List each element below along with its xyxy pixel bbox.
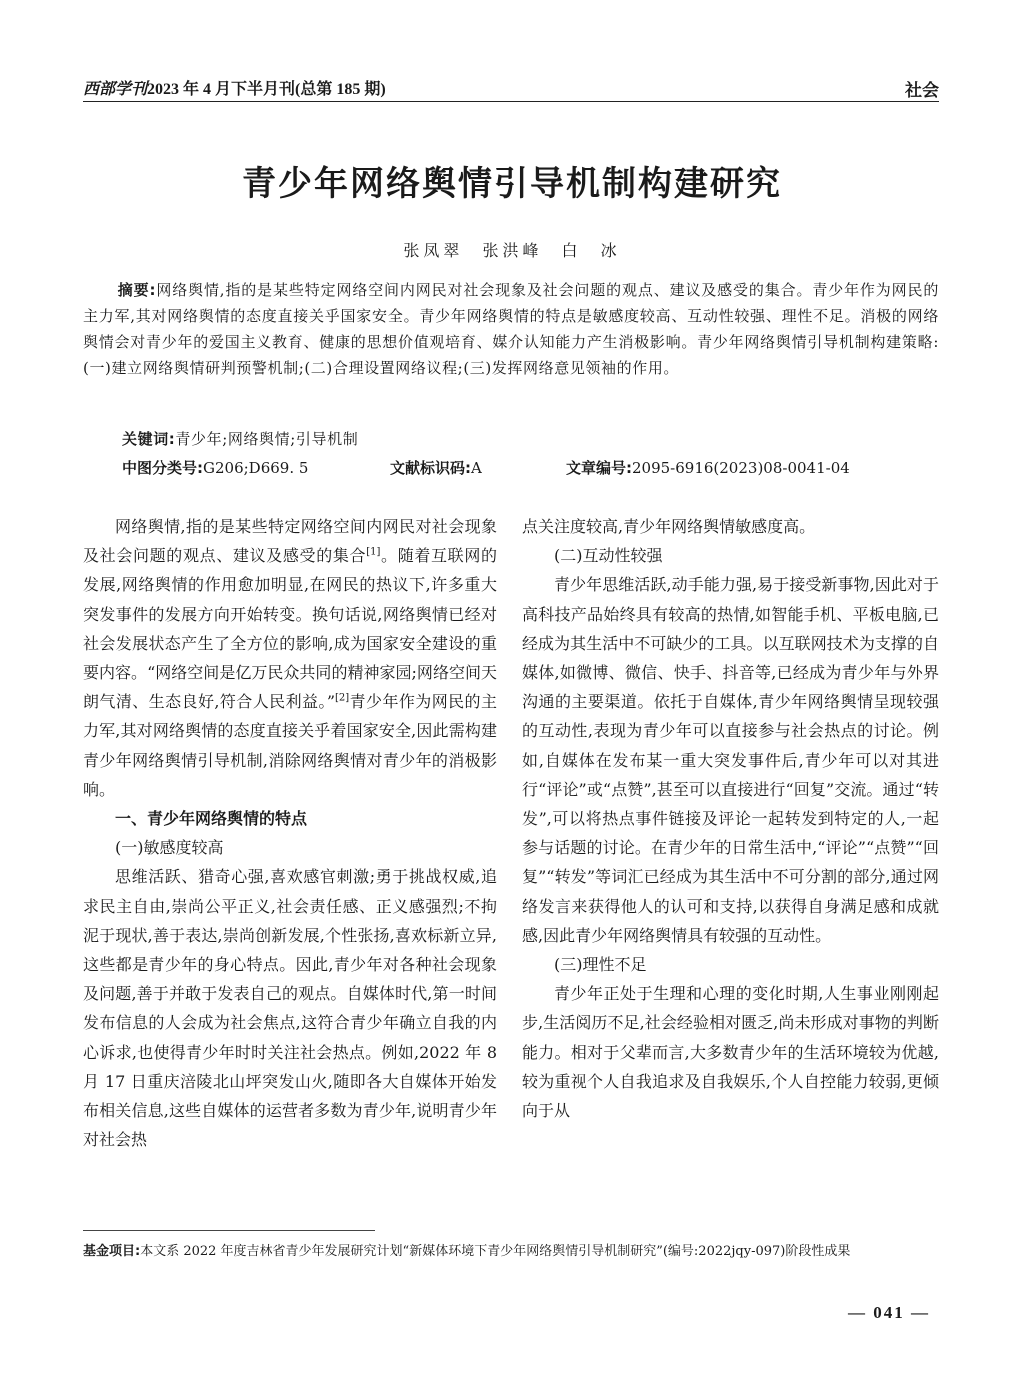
paragraph-intro bbox=[83, 512, 497, 804]
citation-ref-1: [1] bbox=[366, 546, 381, 558]
footnote-rule bbox=[83, 1230, 375, 1231]
clc-number bbox=[122, 455, 308, 481]
abstract bbox=[83, 277, 939, 381]
intro-text-b: 。随着互联网的发展,网络舆情的作用愈加明显,在网民的热议下,许多重大突发事件的发展方向开始转变。换句话说,网络舆情已经对社会发展状态产生了全方位的影响,成为国家安全建设的重要内容。“网络空间是亿万民众共同的精神家园;网络空间天朗气清、生态良好,符合人民利益。” bbox=[83, 546, 497, 712]
intro-text-c: 青少年作为网民的主力军,其对网络舆情的态度直接关乎着国家安全,因此需构建青少年网络舆情引导机制,消除网络舆情对青少年的消极影响。 bbox=[83, 692, 497, 799]
journal-issue bbox=[83, 76, 386, 99]
citation-ref-2: [2] bbox=[335, 692, 350, 704]
page-number: — 041 — bbox=[848, 1303, 930, 1322]
paragraph-continued: 点关注度较高,青少年网络舆情敏感度高。 bbox=[522, 517, 816, 536]
doc-value: A bbox=[471, 459, 482, 477]
body-column-right bbox=[522, 512, 939, 1125]
subsection-heading-1: (一)敏感度较高 bbox=[115, 838, 224, 858]
section-label: 社会 bbox=[905, 81, 939, 101]
abstract-label: 摘要: bbox=[117, 281, 157, 299]
abstract-text: 网络舆情,指的是某些特定网络空间内网民对社会现象及社会问题的观点、建议及感受的集合。青少年作为网民的主力军,其对网络舆情的态度直接关乎国家安全。青少年网络舆情的特点是敏感度较高、互动性较强、理性不足。消极的网络舆情会对青少年的爱国主义教育、健康的思想价值观培育、媒介认知能力产生消极影响。青少年网络舆情引导机制构建策略:(一)建立网络舆情研判预警机制;(二)合理设置网络议程;(三)发挥网络意见领袖的作用。 bbox=[83, 281, 939, 377]
issue-info: 2023 年 4 月下半月刊(总第 185 期) bbox=[147, 81, 386, 98]
intro-text-a: 网络舆情,指的是某些特定网络空间内网民对社会现象及社会问题的观点、建议及感受的集合 bbox=[83, 517, 497, 566]
clc-value: G206;D669. 5 bbox=[203, 459, 309, 477]
funding-text: 本文系 2022 年度吉林省青少年发展研究计划“新媒体环境下青少年网络舆情引导机制研究”(编号:2022jqy-097)阶段性成果 bbox=[140, 1244, 851, 1259]
keywords bbox=[122, 426, 358, 452]
article-label: 文章编号: bbox=[566, 459, 632, 477]
subsection-heading-3: (三)理性不足 bbox=[554, 955, 647, 975]
clc-label: 中图分类号: bbox=[122, 459, 203, 477]
keywords-label: 关键词: bbox=[122, 430, 176, 448]
article-number bbox=[566, 455, 850, 481]
body-column-left bbox=[83, 512, 497, 1154]
header-rule bbox=[83, 101, 939, 102]
running-header bbox=[83, 70, 939, 104]
paragraph-interactivity: 青少年思维活跃,动手能力强,易于接受新事物,因此对于高科技产品始终具有较高的热情,如智能手机、平板电脑,已经成为其生活中不可缺少的工具。以互联网技术为支撑的自媒体,如微博、微信、快手、抖音等,已经成为青少年与外界沟通的主要渠道。依托于自媒体,青少年网络舆情呈现较强的互动性,表现为青少年可以直接参与社会热点的讨论。例如,自媒体在发布某一重大突发事件后,青少年可以对其进行“评论”或“点赞”,甚至可以直接进行“回复”交流。通过“转发”,可以将热点事件链接及评论一起转发到特定的人,一起参与话题的讨论。在青少年的日常生活中,“评论”“点赞”“回复”“转发”等词汇已经成为其生活中不可分割的部分,通过网络发言来获得他人的认可和支持,以获得自身满足感和成就感,因此青少年网络舆情具有较强的互动性。 bbox=[522, 575, 939, 945]
keywords-text: 青少年;网络舆情;引导机制 bbox=[175, 430, 359, 448]
article-value: 2095-6916(2023)08-0041-04 bbox=[632, 459, 850, 477]
funding-footnote bbox=[83, 1240, 939, 1264]
paragraph-sensitivity: 思维活跃、猎奇心强,喜欢感官刺激;勇于挑战权威,追求民主自由,崇尚公平正义,社会责任感、正义感强烈;不拘泥于现状,善于表达,崇尚创新发展,个性张扬,喜欢标新立异,这些都是青少年的身心特点。因此,青少年对各种社会现象及问题,善于并敢于发表自己的观点。自媒体时代,第一时间发布信息的人会成为社会焦点,这符合青少年确立自我的内心诉求,也使得青少年时时关注社会热点。例如,2022 年 8 月 17 日重庆涪陵北山坪突发山火,随即各大自媒体开始发布相关信息,这些自媒体的运营者多数为青少年,说明青少年对社会热 bbox=[83, 867, 497, 1150]
article-title: 青少年网络舆情引导机制构建研究 bbox=[242, 164, 782, 204]
doc-label: 文献标识码: bbox=[390, 459, 471, 477]
document-code bbox=[390, 455, 482, 481]
paragraph-rationality: 青少年正处于生理和心理的变化时期,人生事业刚刚起步,生活阅历不足,社会经验相对匮乏,尚未形成对事物的判断能力。相对于父辈而言,大多数青少年的生活环境较为优越,较为重视个人自我追求及自我娱乐,个人自控能力较弱,更倾向于从 bbox=[522, 984, 939, 1121]
section-heading-1: 一、青少年网络舆情的特点 bbox=[115, 809, 308, 829]
journal-logo: 西部学刊 bbox=[83, 81, 148, 98]
funding-label: 基金项目: bbox=[83, 1244, 141, 1259]
subsection-heading-2: (二)互动性较强 bbox=[554, 546, 663, 566]
author-list: 张凤翠 张洪峰 白 冰 bbox=[403, 241, 621, 260]
